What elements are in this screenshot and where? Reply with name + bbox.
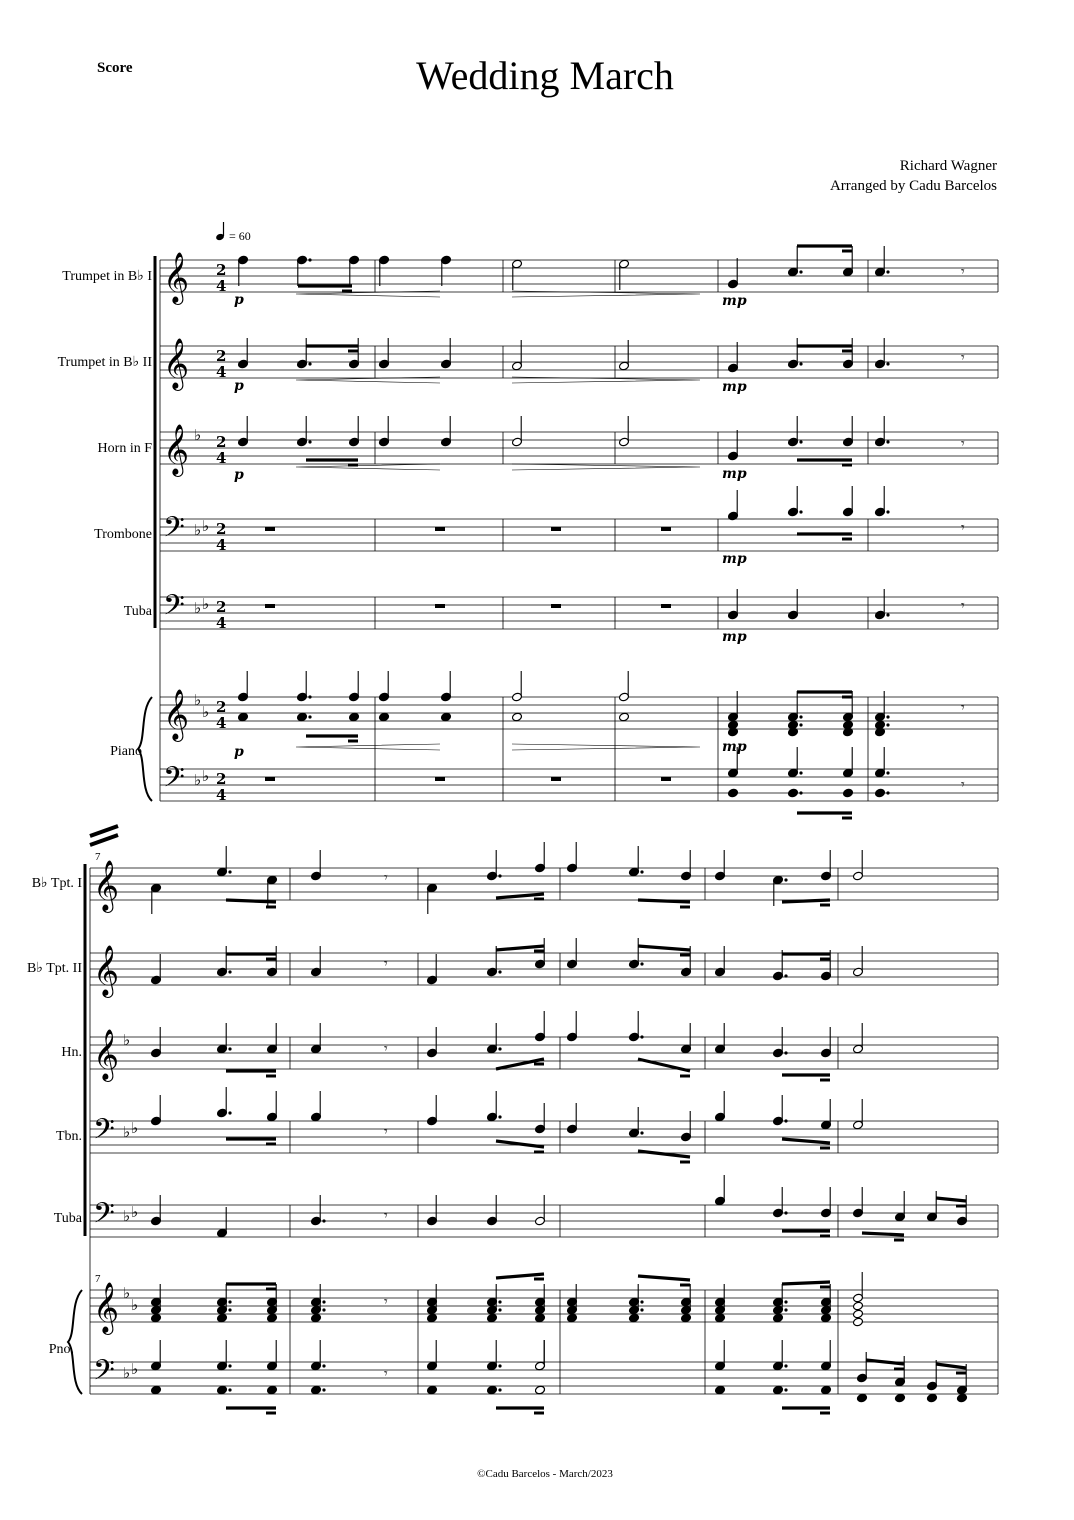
crescendo-hairpin	[296, 464, 440, 470]
treble-clef-icon: 𝄞	[93, 1282, 120, 1333]
note-head	[296, 712, 307, 722]
dot	[799, 715, 802, 718]
dot	[784, 1051, 787, 1054]
whole-rest-icon	[661, 527, 671, 531]
dot	[322, 1364, 325, 1367]
whole-rest-icon	[265, 527, 275, 531]
dot	[498, 1364, 501, 1367]
flat-icon: ♭	[194, 771, 202, 789]
treble-clef-icon: 𝄞	[163, 338, 190, 389]
flat-icon: ♭	[123, 1031, 131, 1049]
measure-number-piano: 7	[95, 1273, 101, 1285]
eighth-rest-icon: 𝄾	[384, 1208, 388, 1224]
beam	[782, 900, 830, 902]
note-head	[727, 727, 738, 737]
eighth-rest-icon: 𝄾	[384, 1366, 388, 1382]
eighth-rest-icon: 𝄾	[961, 520, 965, 536]
svg-text:2: 2	[216, 433, 227, 451]
instrument-name-trumpet-2: Trumpet in B♭ II	[57, 355, 152, 370]
dot	[799, 440, 802, 443]
crescendo-hairpin	[296, 744, 440, 750]
dot	[640, 1131, 643, 1134]
dot	[228, 1308, 231, 1311]
dot	[228, 1388, 231, 1391]
dot	[308, 440, 311, 443]
whole-rest-icon	[551, 527, 561, 531]
beam	[782, 1282, 830, 1284]
beam	[496, 946, 544, 950]
note-head	[150, 1313, 161, 1323]
flat-icon: ♭	[194, 521, 202, 539]
treble-clef-icon: 𝄞	[163, 689, 190, 740]
svg-text:4: 4	[216, 786, 227, 804]
dot	[784, 878, 787, 881]
dot	[640, 1035, 643, 1038]
dot	[886, 771, 889, 774]
dot	[228, 970, 231, 973]
svg-text:4: 4	[216, 614, 227, 632]
dot	[799, 270, 802, 273]
dot	[228, 1111, 231, 1114]
svg-text:2: 2	[216, 698, 227, 716]
svg-text:mp: mp	[722, 293, 747, 309]
whole-rest-icon	[551, 604, 561, 608]
whole-rest-icon	[661, 604, 671, 608]
dot	[498, 1388, 501, 1391]
svg-text:2: 2	[216, 261, 227, 279]
note-head	[820, 1385, 831, 1395]
dot	[308, 258, 311, 261]
note-head	[787, 727, 798, 737]
note-head	[534, 1385, 545, 1395]
note-head	[714, 1385, 725, 1395]
beam	[862, 1233, 904, 1235]
copyright-footer: ©Cadu Barcelos - March/2023	[477, 1468, 613, 1480]
instrument-name-trumpet-1: Trumpet in B♭ I	[62, 269, 152, 284]
dot	[784, 974, 787, 977]
flat-icon: ♭	[131, 1360, 139, 1378]
dot	[308, 362, 311, 365]
svg-text:4: 4	[216, 449, 227, 467]
note-head	[266, 1313, 277, 1323]
tempo-marking	[215, 222, 251, 243]
note-head	[842, 727, 853, 737]
dot	[784, 1388, 787, 1391]
dot	[784, 1364, 787, 1367]
dot	[784, 1308, 787, 1311]
dot	[228, 1047, 231, 1050]
note-head	[852, 1317, 863, 1327]
eighth-rest-icon: 𝄾	[961, 777, 965, 793]
measure-number: 7	[95, 851, 101, 863]
dot	[322, 1388, 325, 1391]
instrument-abbr-piano: Pno.	[48, 1342, 74, 1357]
note-head	[852, 1309, 863, 1319]
dot	[228, 1300, 231, 1303]
eighth-rest-icon: 𝄾	[961, 264, 965, 280]
dot	[784, 1211, 787, 1214]
dot	[498, 874, 501, 877]
dot	[498, 1308, 501, 1311]
dot	[322, 1300, 325, 1303]
whole-rest-icon	[551, 777, 561, 781]
beam	[936, 1364, 966, 1368]
dot	[322, 1308, 325, 1311]
bass-clef-icon: 𝄢	[163, 589, 185, 629]
dot	[886, 362, 889, 365]
eighth-rest-icon: 𝄾	[384, 1041, 388, 1057]
dot	[886, 723, 889, 726]
svg-text:4: 4	[216, 714, 227, 732]
svg-text:p: p	[234, 378, 244, 394]
eighth-rest-icon: 𝄾	[961, 350, 965, 366]
instrument-abbr-horn: Hn.	[61, 1045, 82, 1060]
note-head	[874, 788, 885, 798]
bass-clef-icon: 𝄢	[93, 1354, 115, 1394]
dot	[498, 1300, 501, 1303]
staff-piano-left	[160, 761, 998, 801]
staves	[68, 252, 998, 1394]
eighth-rest-icon: 𝄾	[384, 1124, 388, 1140]
eighth-rest-icon: 𝄾	[961, 598, 965, 614]
note-head	[310, 1313, 321, 1323]
beam	[866, 1360, 904, 1364]
note-head	[874, 727, 885, 737]
staff-tuba	[160, 589, 998, 629]
note-head	[511, 712, 522, 722]
note-head	[426, 1385, 437, 1395]
note-head	[856, 1393, 867, 1403]
treble-clef-icon: 𝄞	[163, 424, 190, 475]
dot	[784, 1300, 787, 1303]
svg-text:2: 2	[216, 598, 227, 616]
beam	[496, 1141, 544, 1147]
dot	[498, 1115, 501, 1118]
note-head	[680, 1313, 691, 1323]
svg-text:p: p	[234, 467, 244, 483]
flat-icon: ♭	[131, 1119, 139, 1137]
svg-text:p: p	[234, 744, 244, 760]
note-head	[956, 1393, 967, 1403]
instrument-name-horn: Horn in F	[97, 441, 152, 456]
dot	[784, 1119, 787, 1122]
eighth-rest-icon: 𝄾	[384, 870, 388, 886]
flat-icon: ♭	[123, 1364, 131, 1382]
flat-icon: ♭	[131, 1203, 139, 1221]
flat-icon: ♭	[194, 599, 202, 617]
instrument-abbr-trombone: Tbn.	[55, 1129, 82, 1144]
flat-icon: ♭	[194, 691, 202, 709]
flat-icon: ♭	[131, 1296, 139, 1314]
dot	[640, 870, 643, 873]
svg-text:2: 2	[216, 770, 227, 788]
note-head	[426, 1313, 437, 1323]
note-head	[820, 1313, 831, 1323]
svg-text:mp: mp	[722, 629, 747, 645]
note-head	[894, 1393, 905, 1403]
dot	[228, 1364, 231, 1367]
dot	[886, 791, 889, 794]
beam	[936, 1198, 966, 1201]
note-head	[727, 788, 738, 798]
treble-clef-icon: 𝄞	[163, 252, 190, 303]
treble-clef-icon: 𝄞	[93, 945, 120, 996]
eighth-rest-icon: 𝄾	[961, 436, 965, 452]
instrument-name-tuba: Tuba	[123, 604, 152, 619]
whole-rest-icon	[265, 777, 275, 781]
svg-text:2: 2	[216, 520, 227, 538]
whole-rest-icon	[435, 527, 445, 531]
note-head	[486, 1385, 497, 1395]
dot	[886, 440, 889, 443]
instrument-abbr-trumpet-2: B♭ Tpt. II	[27, 961, 82, 976]
beam	[638, 1151, 690, 1157]
dot	[799, 771, 802, 774]
dot	[640, 1308, 643, 1311]
dot	[886, 715, 889, 718]
flat-icon: ♭	[123, 1284, 131, 1302]
staff-trumpet-2	[160, 338, 998, 391]
dot	[498, 1047, 501, 1050]
note-head	[772, 1385, 783, 1395]
note-head	[787, 788, 798, 798]
note-head	[378, 712, 389, 722]
flat-icon: ♭	[123, 1123, 131, 1141]
note-head	[486, 1313, 497, 1323]
staff-trumpet-1	[160, 252, 998, 305]
beam	[226, 900, 276, 902]
decrescendo-hairpin	[512, 464, 700, 470]
staff-piano-right	[160, 689, 998, 742]
flat-icon: ♭	[123, 1207, 131, 1225]
treble-clef-icon: 𝄞	[93, 860, 120, 911]
bass-clef-icon: 𝄢	[93, 1113, 115, 1153]
dot	[886, 613, 889, 616]
eighth-rest-icon: 𝄾	[384, 956, 388, 972]
dot	[640, 962, 643, 965]
svg-text:4: 4	[216, 277, 227, 295]
note-head	[618, 712, 629, 722]
note-head	[714, 1313, 725, 1323]
dot	[886, 510, 889, 513]
note-head	[842, 788, 853, 798]
note-head	[310, 1385, 321, 1395]
note-head	[440, 712, 451, 722]
beam	[496, 1274, 544, 1278]
dot	[308, 695, 311, 698]
tempo-value: = 60	[229, 229, 251, 243]
note-head	[348, 712, 359, 722]
note-head	[566, 1313, 577, 1323]
page-title: Wedding March	[416, 53, 674, 98]
dot	[799, 791, 802, 794]
note-head	[216, 1313, 227, 1323]
treble-clef-icon: 𝄞	[93, 1029, 120, 1080]
note-head	[150, 1385, 161, 1395]
staff-trombone	[160, 511, 998, 551]
whole-rest-icon	[435, 777, 445, 781]
dot	[322, 1219, 325, 1222]
system-separator	[90, 826, 118, 845]
whole-rest-icon	[661, 777, 671, 781]
flat-icon: ♭	[202, 767, 210, 785]
beam	[496, 894, 544, 898]
dot	[799, 723, 802, 726]
flat-icon: ♭	[202, 703, 210, 721]
svg-text:p: p	[234, 292, 244, 308]
note-head	[852, 1301, 863, 1311]
dot	[308, 715, 311, 718]
svg-text:mp: mp	[722, 466, 747, 482]
note-head	[534, 1313, 545, 1323]
composer-credit: Richard Wagner	[899, 158, 997, 174]
beam	[782, 1139, 830, 1143]
instrument-name-trombone: Trombone	[94, 527, 152, 542]
dot	[228, 870, 231, 873]
decrescendo-hairpin	[512, 744, 700, 750]
svg-text:mp: mp	[722, 379, 747, 395]
beam	[638, 946, 690, 950]
svg-text:mp: mp	[722, 551, 747, 567]
instrument-abbr-tuba: Tuba	[53, 1211, 82, 1226]
note-head	[237, 712, 248, 722]
beam	[638, 1276, 690, 1280]
instrument-abbr-trumpet-1: B♭ Tpt. I	[31, 876, 82, 891]
note-head	[266, 1385, 277, 1395]
beam	[638, 900, 690, 902]
bass-clef-icon: 𝄢	[93, 1197, 115, 1237]
arranger-credit: Arranged by Cadu Barcelos	[829, 178, 997, 194]
note-head	[772, 1313, 783, 1323]
svg-text:4: 4	[216, 363, 227, 381]
time-signatures	[216, 261, 226, 804]
note-head	[216, 1385, 227, 1395]
dot	[886, 270, 889, 273]
dot	[640, 1300, 643, 1303]
note-head	[926, 1393, 937, 1403]
dot	[498, 970, 501, 973]
dot	[799, 510, 802, 513]
whole-rest-icon	[435, 604, 445, 608]
whole-rest-icon	[265, 604, 275, 608]
note-head	[628, 1313, 639, 1323]
bass-clef-icon: 𝄢	[163, 761, 185, 801]
flat-icon: ♭	[194, 426, 202, 444]
svg-text:mp: mp	[722, 739, 747, 755]
flat-icon: ♭	[202, 595, 210, 613]
eighth-rest-icon: 𝄾	[961, 700, 965, 716]
svg-text:2: 2	[216, 347, 227, 365]
flat-icon: ♭	[202, 517, 210, 535]
instrument-name-piano: Piano	[110, 744, 142, 759]
eighth-rest-icon: 𝄾	[384, 1294, 388, 1310]
dot	[799, 362, 802, 365]
notes	[150, 246, 967, 1413]
score-label: Score	[97, 60, 133, 76]
svg-text:4: 4	[216, 536, 227, 554]
bass-clef-icon: 𝄢	[163, 511, 185, 551]
